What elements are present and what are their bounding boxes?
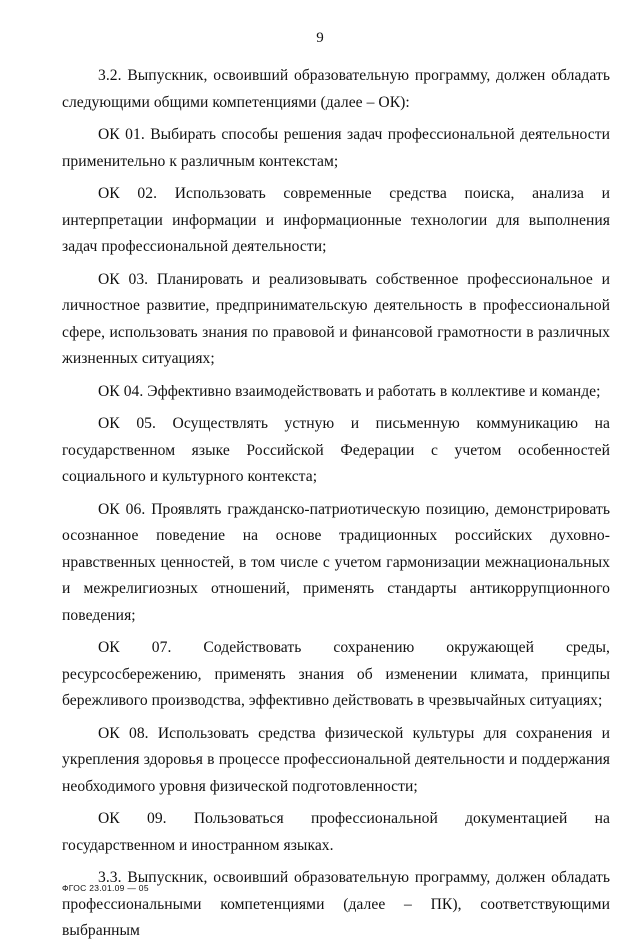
paragraph-3-3-intro: 3.3. Выпускник, освоивший образовательную программу, должен обладать профессиональными компетенциями (далее – ПК), соответствующими выбранным <box>62 869 610 939</box>
competency-ok-08: ОК 08. Использовать средства физической культуры для сохранения и укрепления здоровья в процессе профессиональной деятельности и поддержания необходимого уровня физической подготовленности; <box>62 724 610 795</box>
competency-ok-02: ОК 02. Использовать современные средства поиска, анализа и интерпретации информации и информационные технологии для выполнения задач профессиональной деятельности; <box>62 185 610 255</box>
competency-ok-03: ОК 03. Планировать и реализовывать собственное профессиональное и личностное развитие, предпринимательскую деятельность в профессиональной сфере, использовать знания по правовой и финансовой грамотности в различных жизненных ситуациях; <box>62 270 610 367</box>
competency-ok-05: ОК 05. Осуществлять устную и письменную коммуникацию на государственном языке Российской Федерации с учетом особенностей социального и культурного контекста; <box>62 415 610 485</box>
competency-ok-06: ОК 06. Проявлять гражданско-патриотическую позицию, демонстрировать осознанное поведение на основе традиционных российских духовно-нравственных ценностей, в том числе с учетом гармонизации межнациональных и межрелигиозных отношений, применять стандарты антикоррупционного поведения; <box>62 500 610 624</box>
page-number: 9 <box>316 30 324 46</box>
competency-ok-01: ОК 01. Выбирать способы решения задач профессиональной деятельности применительно к различным контекстам; <box>62 126 610 170</box>
document-body <box>62 63 610 951</box>
competency-ok-09: ОК 09. Пользоваться профессиональной документацией на государственном и иностранном языках. <box>62 810 610 854</box>
paragraph-3-2-intro: 3.2. Выпускник, освоивший образовательную программу, должен обладать следующими общими компетенциями (далее – ОК): <box>62 67 610 111</box>
competency-ok-07: ОК 07. Содействовать сохранению окружающей среды, ресурсосбережению, применять знания об изменении климата, принципы бережливого производства, эффективно действовать в чрезвычайных ситуациях; <box>62 639 610 709</box>
competency-ok-04: ОК 04. Эффективно взаимодействовать и работать в коллективе и команде; <box>98 382 601 400</box>
footer-document-code: ФГОС 23.01.09 — 05 <box>62 883 149 893</box>
